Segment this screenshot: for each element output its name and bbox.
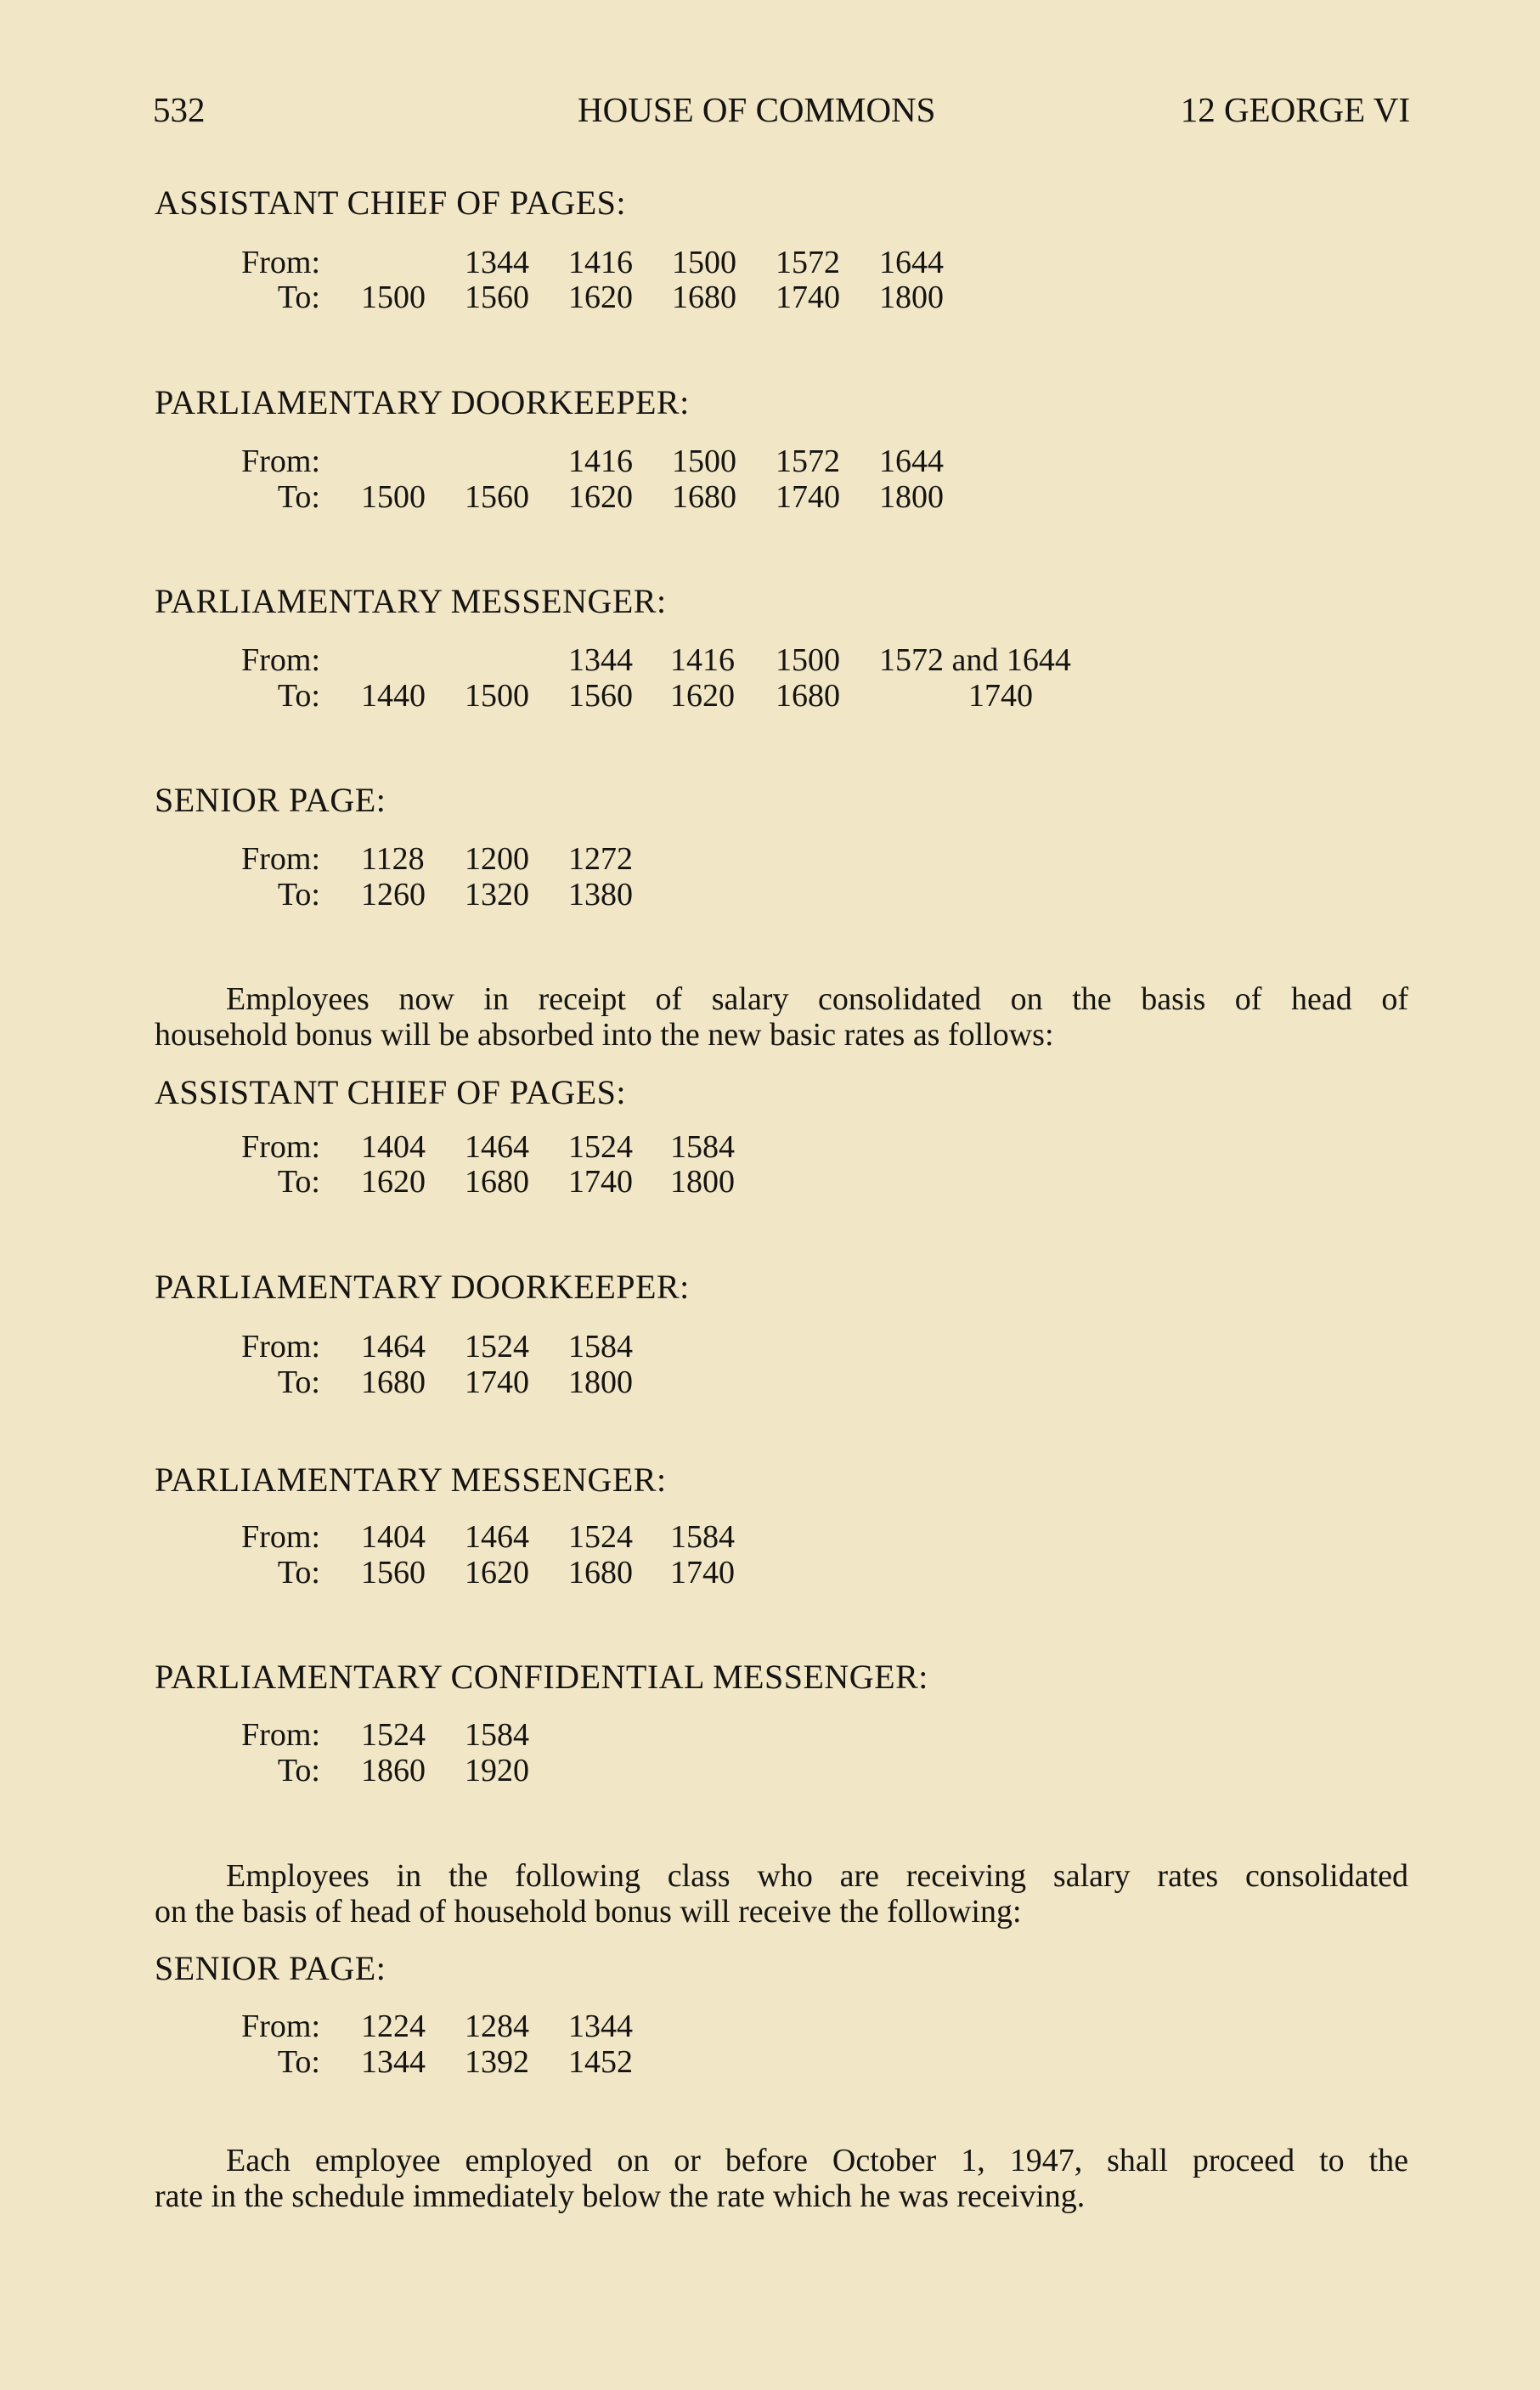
section-title: SENIOR PAGE: [155, 1949, 386, 1987]
paragraph-line: household bonus will be absorbed into the new basic rates as follows: [155, 1017, 1054, 1053]
rate-value: 1740 [568, 1164, 633, 1200]
rate-value: 1284 [465, 2009, 529, 2044]
rate-value: 1584 [465, 1717, 529, 1753]
rate-value: 1344 [361, 2044, 426, 2080]
paragraph [155, 1858, 1408, 1930]
page-number: 532 [153, 90, 206, 129]
rate-value: 1740 [776, 280, 840, 315]
to-label: To: [277, 479, 320, 515]
to-label: To: [277, 1365, 320, 1400]
section-title: ASSISTANT CHIEF OF PAGES: [155, 1073, 626, 1111]
from-label: From: [241, 841, 320, 877]
rate-value: 1560 [465, 479, 529, 515]
from-label: From: [241, 245, 320, 280]
rate-value: 1680 [465, 1164, 529, 1200]
rate-value: 1464 [361, 1329, 426, 1365]
rate-value: 1560 [568, 678, 633, 714]
to-label: To: [277, 2044, 320, 2080]
rate-value: 1584 [670, 1519, 735, 1555]
from-label: From: [241, 2009, 320, 2044]
rate-value: 1800 [670, 1164, 735, 1200]
rate-value: 1344 [568, 642, 633, 678]
running-title: HOUSE OF COMMONS [578, 90, 936, 129]
rate-value: 1680 [776, 678, 840, 714]
rate-value: 1524 [465, 1329, 529, 1365]
rate-value: 1740 [465, 1365, 529, 1400]
rate-value: 1344 [465, 245, 529, 280]
rate-value: 1740 [776, 479, 840, 515]
rate-value: 1620 [670, 678, 735, 714]
rate-value: 1440 [361, 678, 426, 714]
from-label: From: [241, 1129, 320, 1165]
rate-value: 1800 [568, 1365, 633, 1400]
rate-value: 1224 [361, 2009, 426, 2044]
section-title: ASSISTANT CHIEF OF PAGES: [155, 184, 626, 222]
paragraph-line: on the basis of head of household bonus will receive the following: [155, 1894, 1022, 1930]
rate-value: 1620 [568, 280, 633, 315]
rate-value: 1380 [568, 877, 633, 912]
rate-value: 1344 [568, 2009, 633, 2044]
section-title: PARLIAMENTARY DOORKEEPER: [155, 383, 690, 421]
rate-value: 1500 [361, 280, 426, 315]
rate-value: 1644 [879, 444, 944, 479]
section-title: PARLIAMENTARY MESSENGER: [155, 1461, 667, 1499]
paragraph-line: Employees now in receipt of salary consolidated on the basis of head of [226, 981, 1408, 1017]
from-label: From: [241, 444, 320, 479]
rate-value: 1920 [465, 1753, 529, 1788]
rate-value: 1584 [670, 1129, 735, 1165]
rate-value: 1404 [361, 1519, 426, 1555]
rate-value: 1464 [465, 1519, 529, 1555]
from-label: From: [241, 642, 320, 678]
from-label: From: [241, 1519, 320, 1555]
rate-value: 1500 [465, 678, 529, 714]
from-label: From: [241, 1329, 320, 1365]
rate-value: 1644 [879, 245, 944, 280]
paragraph-line: Each employee employed on or before October 1, 1947, shall proceed to the [226, 2143, 1408, 2178]
rate-value: 1500 [672, 444, 736, 479]
rate-value: 1200 [465, 841, 529, 877]
rate-value: 1452 [568, 2044, 633, 2080]
rate-value: 1800 [879, 479, 944, 515]
rate-value: 1416 [670, 642, 735, 678]
paragraph-line: Employees in the following class who are receiving salary rates consolidated [226, 1858, 1408, 1894]
rate-value: 1572 [776, 245, 840, 280]
to-label: To: [277, 1753, 320, 1788]
rate-value: 1584 [568, 1329, 633, 1365]
rate-value: 1464 [465, 1129, 529, 1165]
rate-value: 1680 [361, 1365, 426, 1400]
section-title: PARLIAMENTARY MESSENGER: [155, 582, 667, 620]
to-label: To: [277, 1164, 320, 1200]
rate-value: 1560 [465, 280, 529, 315]
rate-value: 1740 [968, 678, 1033, 714]
paragraph-line: rate in the schedule immediately below the rate which he was receiving. [155, 2178, 1086, 2214]
paragraph [155, 981, 1408, 1053]
rate-value: 1572 [776, 444, 840, 479]
rate-value: 1416 [568, 444, 633, 479]
rate-value: 1572 and 1644 [879, 642, 1071, 678]
rate-value: 1500 [361, 479, 426, 515]
rate-value: 1128 [361, 841, 425, 877]
to-label: To: [277, 877, 320, 912]
section-title: PARLIAMENTARY CONFIDENTIAL MESSENGER: [155, 1658, 928, 1696]
rate-value: 1404 [361, 1129, 426, 1165]
to-label: To: [277, 678, 320, 714]
rate-value: 1524 [568, 1519, 633, 1555]
rate-value: 1680 [672, 479, 736, 515]
rate-value: 1740 [670, 1555, 735, 1591]
page-header [153, 89, 1410, 132]
session-label: 12 GEORGE VI [1180, 90, 1410, 129]
rate-value: 1620 [361, 1164, 426, 1200]
rate-value: 1560 [361, 1555, 426, 1591]
from-label: From: [241, 1717, 320, 1753]
rate-value: 1272 [568, 841, 633, 877]
rate-value: 1524 [568, 1129, 633, 1165]
rate-value: 1416 [568, 245, 633, 280]
rate-value: 1620 [465, 1555, 529, 1591]
rate-value: 1680 [672, 280, 736, 315]
rate-value: 1800 [879, 280, 944, 315]
rate-value: 1392 [465, 2044, 529, 2080]
to-label: To: [277, 1555, 320, 1591]
rate-value: 1260 [361, 877, 426, 912]
rate-value: 1500 [672, 245, 736, 280]
rate-value: 1320 [465, 877, 529, 912]
rate-value: 1620 [568, 479, 633, 515]
rate-value: 1680 [568, 1555, 633, 1591]
rate-value: 1524 [361, 1717, 426, 1753]
to-label: To: [277, 280, 320, 315]
section-title: SENIOR PAGE: [155, 781, 386, 819]
rate-value: 1860 [361, 1753, 426, 1788]
section-title: PARLIAMENTARY DOORKEEPER: [155, 1268, 690, 1306]
paragraph [155, 2143, 1408, 2214]
rate-value: 1500 [776, 642, 840, 678]
